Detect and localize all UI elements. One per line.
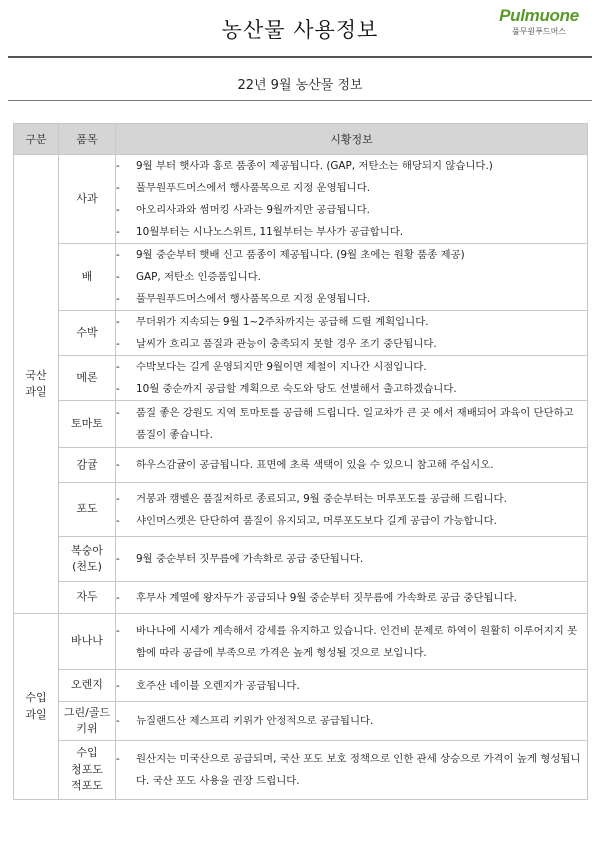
market-info	[116, 155, 588, 244]
product-name: 자두	[59, 582, 116, 614]
info-text: 날씨가 흐리고 품질과 관능이 충족되지 못할 경우 조기 중단됩니다.	[136, 338, 437, 350]
bullet-dash: -	[116, 591, 120, 604]
table-row	[14, 702, 588, 741]
info-text: GAP, 저탄소 인증품입니다.	[136, 271, 261, 283]
info-text: 풀무원푸드머스에서 행사품목으로 지정 운영됩니다.	[136, 182, 371, 194]
market-info	[116, 448, 588, 483]
product-name: 토마토	[59, 401, 116, 448]
info-text: 무더위가 지속되는 9월 1~2주차까지는 공급해 드릴 계획입니다.	[136, 316, 429, 328]
bullet-dash: -	[116, 361, 120, 373]
product-name: 포도	[59, 483, 116, 537]
document-subtitle: 22년 9월 농산물 정보	[237, 78, 363, 93]
market-info	[116, 356, 588, 401]
info-line	[116, 311, 587, 333]
bullet-dash: -	[116, 459, 120, 471]
market-info	[116, 537, 588, 582]
product-name: 복숭아 (천도)	[59, 537, 116, 582]
table-row	[14, 741, 588, 800]
table-row	[14, 155, 588, 244]
pulmuone-logo	[494, 6, 584, 37]
bullet-dash: -	[116, 715, 120, 727]
table-row	[14, 483, 588, 537]
info-line	[116, 548, 587, 570]
info-text: 풀무원푸드머스에서 행사품목으로 지정 운영됩니다.	[136, 293, 371, 305]
table-row	[14, 356, 588, 401]
market-info	[116, 582, 588, 614]
bullet-dash: -	[116, 514, 120, 527]
market-info-table	[13, 123, 588, 800]
market-info	[116, 702, 588, 741]
info-text: 거봉과 캠벨은 품질저하로 종료되고, 9월 중순부터는 머루포도를 공급해 드립니다.	[136, 492, 507, 505]
header-market-info: 시황정보	[116, 124, 588, 155]
info-text: 원산지는 미국산으로 공급되며, 국산 포도 보호 정책으로 인한 관세 상승으로 가격이 높게 형성됩니다. 국산 포도 사용을 권장 드립니다.	[136, 753, 581, 787]
table-row	[14, 244, 588, 311]
bullet-dash: -	[116, 753, 120, 765]
info-text: 뉴질랜드산 제스프리 키위가 안정적으로 공급됩니다.	[136, 715, 374, 727]
info-line	[116, 288, 587, 310]
product-name: 사과	[59, 155, 116, 244]
market-info	[116, 670, 588, 702]
category-imported-fruit: 수입 과일	[14, 614, 59, 800]
info-line	[116, 199, 587, 221]
document-title: 농산물 사용정보	[221, 18, 379, 42]
info-text: 10월부터는 시나노스위트, 11월부터는 부사가 공급합니다.	[136, 226, 404, 238]
market-info	[116, 483, 588, 537]
table-header-row	[14, 124, 588, 155]
info-text: 샤인머스켓은 단단하여 품질이 유지되고, 머루포도보다 길게 공급이 가능합니다.	[136, 514, 497, 527]
info-text: 9월 부터 햇사과 홍로 품종이 제공됩니다. (GAP, 저탄소는 해당되지 않습니다.)	[136, 160, 493, 172]
info-text: 품질 좋은 강원도 지역 토마토를 공급해 드립니다. 일교차가 큰 곳 에서 재배되어 과육이 단단하고 품질이 좋습니다.	[136, 407, 574, 441]
table-row	[14, 614, 588, 670]
logo-wordmark: Pulmuone	[499, 6, 579, 25]
bullet-dash: -	[116, 182, 120, 194]
info-text: 수박보다는 길게 운영되지만 9월이면 제철이 지나간 시점입니다.	[136, 361, 427, 373]
info-text: 10월 중순까지 공급할 계획으로 숙도와 당도 선별해서 출고하겠습니다.	[136, 383, 457, 395]
info-line	[116, 710, 587, 732]
table-row	[14, 448, 588, 483]
info-line	[116, 488, 587, 510]
header-divider	[8, 56, 592, 58]
market-info	[116, 741, 588, 800]
market-info	[116, 401, 588, 448]
logo-subtext: 풀무원푸드머스	[511, 27, 567, 36]
info-line	[116, 266, 587, 288]
product-name: 수박	[59, 311, 116, 356]
table-row	[14, 582, 588, 614]
table-row	[14, 670, 588, 702]
bullet-dash: -	[116, 160, 120, 172]
info-text: 9월 중순부터 짓무름에 가속화로 공급 중단됩니다.	[136, 553, 364, 565]
bullet-dash: -	[116, 204, 120, 216]
info-line	[116, 620, 587, 664]
market-info	[116, 614, 588, 670]
bullet-dash: -	[116, 316, 120, 328]
info-line	[116, 333, 587, 355]
bullet-dash: -	[116, 226, 120, 238]
bullet-dash: -	[116, 679, 120, 692]
table-body	[14, 155, 588, 800]
market-info	[116, 244, 588, 311]
bullet-dash: -	[116, 249, 120, 261]
bullet-dash: -	[116, 293, 120, 305]
product-name: 그린/골드 키위	[59, 702, 116, 741]
info-line	[116, 675, 587, 697]
info-line	[116, 356, 587, 378]
info-text: 9월 중순부터 햇배 신고 품종이 제공됩니다. (9월 초에는 원황 품종 제공)	[136, 249, 465, 261]
product-name: 메론	[59, 356, 116, 401]
info-line	[116, 748, 587, 792]
info-line	[116, 587, 587, 609]
header-product: 품목	[59, 124, 116, 155]
bullet-dash: -	[116, 338, 120, 350]
product-name: 수입 청포도 적포도	[59, 741, 116, 800]
info-line	[116, 155, 587, 177]
info-text: 후무사 계열에 왕자두가 공급되나 9월 중순부터 짓무름에 가속화로 공급 중단됩니다.	[136, 591, 517, 604]
info-line	[116, 244, 587, 266]
bullet-dash: -	[116, 383, 120, 395]
bullet-dash: -	[116, 271, 120, 283]
info-line	[116, 378, 587, 400]
bullet-dash: -	[116, 624, 120, 637]
bullet-dash: -	[116, 492, 120, 505]
product-name: 배	[59, 244, 116, 311]
info-line	[116, 402, 587, 446]
info-line	[116, 177, 587, 199]
header-category: 구분	[14, 124, 59, 155]
table-row	[14, 311, 588, 356]
info-text: 바나나에 시세가 계속해서 강세를 유지하고 있습니다. 인건비 문제로 하역이 원활히 이루어지지 못함에 따라 공급에 부족으로 가격은 높게 형성될 것으로 보입니다.	[136, 624, 578, 659]
info-text: 호주산 네이블 오렌지가 공급됩니다.	[136, 679, 300, 692]
table-row	[14, 401, 588, 448]
product-name: 오렌지	[59, 670, 116, 702]
info-line	[116, 454, 587, 476]
category-domestic-fruit: 국산 과일	[14, 155, 59, 614]
info-line	[116, 221, 587, 243]
info-text: 아오리사과와 썸머킹 사과는 9월까지만 공급됩니다.	[136, 204, 370, 216]
page-header	[0, 0, 600, 58]
bullet-dash: -	[116, 407, 120, 419]
table-row	[14, 537, 588, 582]
product-name: 감귤	[59, 448, 116, 483]
subtitle-divider	[8, 100, 592, 101]
product-name: 바나나	[59, 614, 116, 670]
bullet-dash: -	[116, 553, 120, 565]
market-info	[116, 311, 588, 356]
info-line	[116, 510, 587, 532]
info-text: 하우스감귤이 공급됩니다. 표면에 초록 색택이 있을 수 있으니 참고해 주십시오.	[136, 459, 494, 471]
